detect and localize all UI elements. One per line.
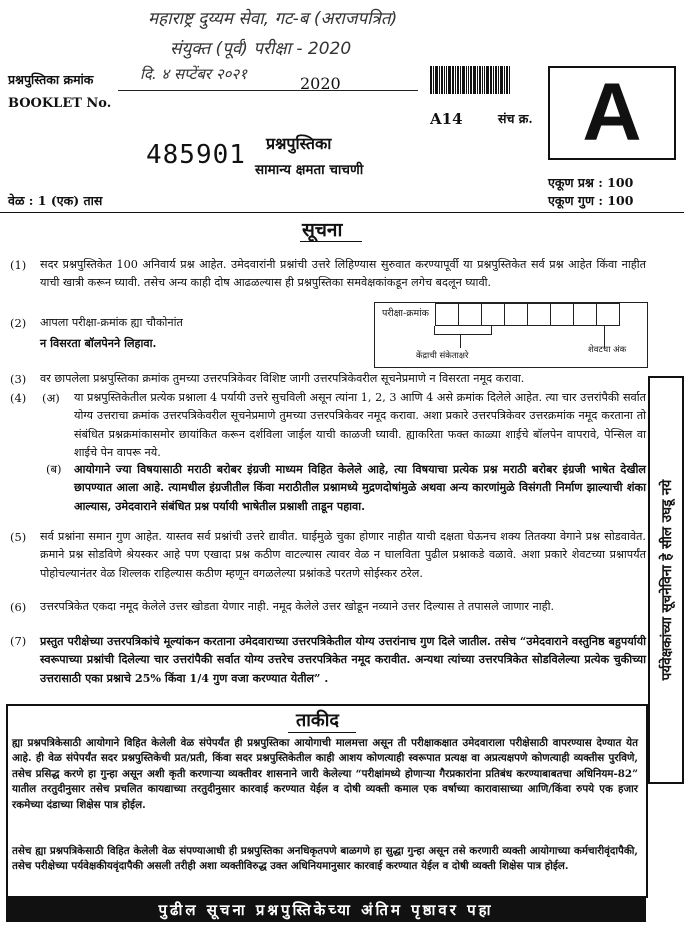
seal-note-box bbox=[648, 376, 684, 784]
instruction-2-text: आपला परीक्षा-क्रमांक ह्या चौकोनांत bbox=[40, 316, 183, 329]
warning-heading: ताकीद bbox=[296, 710, 339, 731]
warning-heading-rule bbox=[288, 732, 356, 733]
centre-code-pointer bbox=[460, 334, 461, 348]
instructions-heading-rule bbox=[300, 241, 362, 242]
set-letter-box bbox=[548, 66, 676, 160]
instruction-4a-number: (अ) bbox=[42, 391, 60, 405]
last-digit-label: शेवटचा अंक bbox=[588, 345, 627, 355]
warning-paragraph-2: तसेच ह्या प्रश्नपत्रिकेसाठी विहित केलेली वेळ संपण्याआधी ही प्रश्नपुस्तिका अनधिकृतपणे बाळगणे हा सुद्धा गुन्हा असून तसे करणारी व्यक्ती आयोगाच्या कर्मचारीवृंदापैकी, तसेच परीक्षेच्या पर्यवेक्षकीयवृंदापैकी असली तरीही अशा व्यक्तीविरुद्ध उक्त अधिनियमानुसार कारवाई करण्यात येईल व दोषी व्यक्ती शिक्षेस पात्र होईल. bbox=[12, 845, 638, 873]
seal-note-text: पर्यवेक्षकांच्या सूचनेविना हे सील उघडू नये bbox=[659, 479, 675, 681]
instruction-5-number: (5) bbox=[10, 530, 27, 544]
instruction-2-number: (2) bbox=[10, 316, 27, 330]
handwritten-date: दि. ४ सप्टेंबर २०२१ bbox=[140, 65, 248, 83]
booklet-number: 485901 bbox=[146, 140, 246, 170]
booklet-label-rule bbox=[118, 90, 418, 91]
exam-time: वेळ : 1 (एक) तास bbox=[8, 193, 103, 208]
centre-code-bracket bbox=[434, 326, 492, 335]
roll-number-boxes[interactable] bbox=[436, 303, 620, 326]
set-letter: A bbox=[582, 67, 642, 158]
warning-paragraph-1: ह्या प्रश्नपत्रिकेसाठी आयोगाने विहित केलेली वेळ संपेपर्यंत ही प्रश्नपुस्तिका आयोगाची मालमत्ता असून ती परीक्षाकक्षात उमेदवाराला परीक्षेसाठी वापरण्यास देण्यात येत आहे. ही वेळ संपेपर्यंत सदर प्रश्नपुस्तिकेची प्रत/प्रती, किंवा सदर प्रश्नपुस्तिकेतील काही आशय कोणत्याही स्वरूपात प्रत्यक्ष वा अप्रत्यक्षपणे कोणत्याही व्यक्तीस पुरविणे, तसेच प्रसिद्ध करणे हा गुन्हा असून अशी कृती करणाऱ्या व्यक्तीवर शासनाने जारी केलेल्या “परीक्षांमध्ये होणाऱ्या गैरप्रकारांना प्रतिबंध करण्याबाबतचा अधिनियम-82” यातील तरतुदीनुसार तसेच प्रचलित कायद्याच्या तरतुदीनुसार कारवाई करण्यात येईल व दोषी व्यक्ती कमाल एक वर्षाच्या कारावासाच्या आणि/किंवा रुपये एक हजार रकमेच्या दंडाच्या शिक्षेस पात्र होईल. bbox=[12, 737, 638, 811]
booklet-number-label-marathi: प्रश्नपुस्तिका क्रमांक bbox=[8, 72, 94, 87]
booklet-code: A14 bbox=[430, 110, 463, 128]
instruction-1-number: (1) bbox=[10, 258, 27, 272]
roll-number-label: परीक्षा-क्रमांक bbox=[382, 308, 429, 319]
booklet-number-label-english: BOOKLET No. bbox=[8, 96, 112, 111]
total-questions: एकूण प्रश्न : 100 bbox=[548, 175, 634, 190]
barcode bbox=[430, 66, 511, 94]
instruction-4-number: (4) bbox=[10, 391, 27, 405]
instructions-heading: सूचना bbox=[302, 219, 343, 241]
booklet-title: प्रश्नपुस्तिका bbox=[266, 134, 332, 153]
set-number-label: संच क्र. bbox=[498, 111, 533, 126]
instruction-4b-text: आयोगाने ज्या विषयासाठी मराठी बरोबर इंग्रजी माध्यम विहित केलेले आहे, त्या विषयाचा प्रत्येक प्रश्न मराठी बरोबर इंग्रजी भाषेत देखील छापण्यात आला आहे. त्यामधील इंग्रजीतील किंवा मराठीतील प्रश्नामध्ये मुद्रणदोषांमुळे अथवा अन्य कारणांमुळे विसंगती निर्माण झाल्याची शंका आल्यास, उमेदवाराने संबंधित प्रश्न पर्यायी भाषेतील प्रश्नाशी ताडून पहावा. bbox=[74, 462, 646, 513]
header-divider bbox=[0, 212, 684, 213]
handwritten-exam-type: संयुक्त (पूर्व) परीक्षा - 2020 bbox=[170, 39, 352, 59]
centre-code-label: केंद्राची संकेताक्षरे bbox=[416, 351, 469, 361]
exam-year: 2020 bbox=[300, 74, 341, 93]
footer-text: पुढील सूचना प्रश्नपुस्तिकेच्या अंतिम पृष्ठावर पहा bbox=[158, 901, 494, 919]
instruction-7-number: (7) bbox=[10, 634, 27, 648]
handwritten-exam-name: महाराष्ट्र दुय्यम सेवा, गट-ब (अराजपत्रित) bbox=[148, 9, 398, 29]
instruction-2-text-b: न विसरता बॉलपेनने लिहावा. bbox=[40, 336, 157, 350]
footer-banner bbox=[6, 898, 646, 922]
subject-title: सामान्य क्षमता चाचणी bbox=[255, 162, 364, 178]
instruction-5-text: सर्व प्रश्नांना समान गुण आहेत. यास्तव सर्व प्रश्नांची उत्तरे द्यावीत. घाईमुळे चुका होणार नाहीत याची दक्षता घेऊनच शक्य तितक्या वेगाने प्रश्न सोडवावेत. क्रमाने प्रश्न सोडविणे श्रेयस्कर आहे पण एखादा प्रश्न कठीण वाटल्यास त्यावर वेळ न घालविता पुढील प्रश्नाकडे वळावे. अशा प्रकारे शेवटच्या प्रश्नापर्यंत पोहोचल्यानंतर वेळ शिल्लक राहिल्यास कठीण म्हणून वगळलेल्या प्रश्नांकडे परतणे सोईस्कर ठरेल. bbox=[40, 530, 646, 580]
instruction-4b-number: (ब) bbox=[46, 462, 62, 476]
instruction-3-number: (3) bbox=[10, 372, 27, 386]
instruction-6-text: उत्तरपत्रिकेत एकदा नमूद केलेले उत्तर खोडता येणार नाही. नमूद केलेले उत्तर खोडून नव्याने उत्तर दिल्यास ते तपासले जाणार नाही. bbox=[40, 600, 555, 613]
instruction-3-text: वर छापलेला प्रश्नपुस्तिका क्रमांक तुमच्या उत्तरपत्रिकेवर विशिष्ट जागी उत्तरपत्रिकेवरील सूचनेप्रमाणे न विसरता नमूद करावा. bbox=[40, 372, 525, 385]
instruction-6-number: (6) bbox=[10, 600, 27, 614]
total-marks: एकूण गुण : 100 bbox=[548, 193, 634, 208]
instruction-7-text: प्रस्तुत परीक्षेच्या उत्तरपत्रिकांचे मूल्यांकन करताना उमेदवाराच्या उत्तरपत्रिकेतील योग्य उत्तरांनाच गुण दिले जातील. तसेच “उमेदवाराने वस्तुनिष्ठ बहुपर्यायी स्वरूपाच्या प्रश्नांची दिलेल्या चार उत्तरांपैकी सर्वात योग्य उत्तरेच उत्तरपत्रिकेत नमूद करावीत. अन्यथा त्यांच्या उत्तरपत्रिकेत सोडविलेल्या प्रत्येक चुकीच्या उत्तरासाठी एका प्रश्नाचे 25% किंवा 1/4 गुण वजा करण्यात येतील” . bbox=[40, 634, 646, 685]
instruction-4a-text: या प्रश्नपुस्तिकेतील प्रत्येक प्रश्नाला 4 पर्यायी उत्तरे सुचविली असून त्यांना 1, 2, 3 आणि 4 असे क्रमांक दिलेले आहेत. त्या चार उत्तरांपैकी सर्वात योग्य उत्तराचा क्रमांक उत्तरपत्रिकेवरील सूचनेप्रमाणे तुमच्या उत्तरपत्रिकेवर नमूद करावा. अशा प्रकारे उत्तरपत्रिकेवर उत्तरक्रमांक नमूद करताना तो संबंधित प्रश्नक्रमांकासमोर छायांकित करून दर्शविला जाईल याची काळजी घ्यावी. ह्याकरिता फक्त काळ्या शाईचे बॉलपेन वापरावे, पेन्सिल वा शाईचे पेन वापरू नये. bbox=[74, 391, 646, 460]
instruction-1-text: सदर प्रश्नपुस्तिकेत 100 अनिवार्य प्रश्न आहेत. उमेदवारांनी प्रश्नांची उत्तरे लिहिण्यास सुरुवात करण्यापूर्वी या प्रश्नपुस्तिकेत सर्व प्रश्न आहेत किंवा नाहीत याची खात्री करून घ्यावी. तसेच अन्य काही दोष आढळल्यास ही प्रश्नपुस्तिका समवेक्षकांकडून लगेच बदलून घ्यावी. bbox=[40, 258, 646, 290]
